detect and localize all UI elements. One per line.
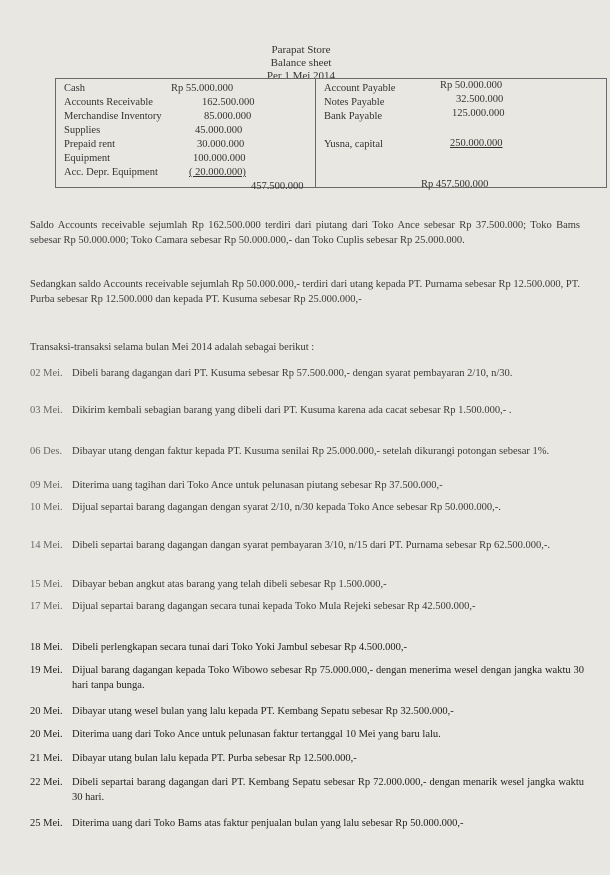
liabilities-total: Rp 457.500.000 [421,179,489,190]
transaction-text: Dibayar utang wesel bulan yang lalu kepada PT. Kembang Sepatu sebesar Rp 32.500.000,- [72,706,454,717]
liability-label: Account Payable [324,83,396,94]
paragraph-receivables: Saldo Accounts receivable sejumlah Rp 162.500.000 terdiri dari piutang dari Toko Ance sebesar Rp 37.500.000; Toko Bams sebesar Rp 50.000.000; Toko Camara sebesar Rp 50.000.000,- dan Toko Cuplis sebesar Rp 25.000.000. [30,220,580,246]
transaction-date: 20 Mei. [30,729,63,740]
statement-date: Per 1 Mei 2014 [266,70,336,82]
transaction-date: 17 Mei. [30,601,63,612]
liability-label: Bank Payable [324,111,383,122]
transaction-date: 02 Mei. [30,368,63,379]
transaction-text: Dibayar utang dengan faktur kepada PT. Kusuma senilai Rp 25.000.000,- setelah dikurangi potongan sebesar 1%. [72,446,550,457]
transaction-date: 14 Mei. [30,540,63,551]
asset-label: Acc. Depr. Equipment [64,167,158,178]
statement-title: Balance sheet [270,57,332,69]
transaction-text: Dijual separtai barang dagangan secara tunai kepada Toko Mula Rejeki sebesar Rp 42.500.000,- [72,601,476,612]
transaction-text: Dibeli barang dagangan dari PT. Kusuma sebesar Rp 57.500.000,- dengan syarat pembayaran 2/10, n/30. [72,368,513,379]
asset-amount: 100.000.000 [193,153,246,164]
transaction-date: 10 Mei. [30,502,63,513]
assets-total: 457.500.000 [251,181,304,192]
asset-label: Accounts Receivable [64,97,153,108]
asset-amount: Rp 55.000.000 [171,83,234,94]
transaction-date: 22 Mei. [30,777,63,788]
transaction-text: Diterima uang tagihan dari Toko Ance untuk pelunasan piutang sebesar Rp 37.500.000,- [72,480,443,491]
transaction-text: Dibayar utang bulan lalu kepada PT. Purba sebesar Rp 12.500.000,- [72,753,357,764]
transaction-date: 03 Mei. [30,405,63,416]
liability-amount: Rp 50.000.000 [440,80,503,91]
asset-amount: 85.000.000 [204,111,252,122]
asset-label: Equipment [64,153,111,164]
column-divider [315,79,316,187]
transaction-date: 20 Mei. [30,706,63,717]
liability-amount: 32.500.000 [456,94,504,105]
transaction-text: Dibeli perlengkapan secara tunai dari Toko Yoki Jambul sebesar Rp 4.500.000,- [72,642,408,653]
liability-amount: 125.000.000 [452,108,505,119]
transaction-text: Diterima uang dari Toko Ance untuk pelunasan faktur tertanggal 10 Mei yang baru lalu. [72,729,441,740]
transaction-text: Dibeli separtai barang dagangan dari PT. Kembang Sepatu sebesar Rp 72.000.000,- dengan menarik wesel jangka waktu 30 hari. [72,777,584,803]
transaction-date: 19 Mei. [30,665,63,676]
company-name: Parapat Store [271,44,331,56]
liability-label: Notes Payable [324,97,385,108]
transaction-date: 09 Mei. [30,480,63,491]
transaction-date: 21 Mei. [30,753,63,764]
asset-amount: 30.000.000 [197,139,245,150]
transaction-text: Dikirim kembali sebagian barang yang dibeli dari PT. Kusuma karena ada cacat sebesar Rp 1.500.000,- . [72,405,512,416]
transaction-text: Dijual barang dagangan kepada Toko Wibowo sebesar Rp 75.000.000,- dengan menerima wesel dengan jangka waktu 30 hari tanpa bunga. [72,665,584,691]
asset-label: Merchandise Inventory [64,111,162,122]
transaction-text: Dibayar beban angkut atas barang yang telah dibeli sebesar Rp 1.500.000,- [72,579,387,590]
paragraph-intro: Transaksi-transaksi selama bulan Mei 2014 adalah sebagai berikut : [30,342,315,353]
transaction-date: 15 Mei. [30,579,63,590]
asset-amount: 45.000.000 [195,125,243,136]
transaction-text: Diterima uang dari Toko Bams atas faktur penjualan bulan yang lalu sebesar Rp 50.000.000,- [72,818,464,829]
asset-amount: 162.500.000 [202,97,255,108]
asset-label: Cash [64,83,85,94]
asset-label: Supplies [64,125,101,136]
asset-amount: ( 20.000.000) [189,167,246,178]
transaction-date: 25 Mei. [30,818,63,829]
liability-amount: 250.000.000 [450,138,503,149]
liability-label: Yusna, capital [324,139,383,150]
transaction-text: Dijual separtai barang dagangan dengan syarat 2/10, n/30 kepada Toko Ance sebesar Rp 50.000.000,-. [72,502,501,513]
balance-sheet-table [55,78,607,192]
transaction-text: Dibeli separtai barang dagangan dangan syarat pembayaran 3/10, n/15 dari PT. Purnama sebesar Rp 62.500.000,-. [72,540,550,551]
transaction-date: 18 Mei. [30,642,63,653]
transaction-date: 06 Des. [30,446,63,457]
paragraph-payables: Sedangkan saldo Accounts receivable sejumlah Rp 50.000.000,- terdiri dari utang kepada PT. Purnama sebesar Rp 12.500.000, PT. Purba sebesar Rp 12.500.000 dan kepada PT. Kusuma sebesar Rp 25.000.000,- [30,279,580,305]
asset-label: Prepaid rent [64,139,116,150]
